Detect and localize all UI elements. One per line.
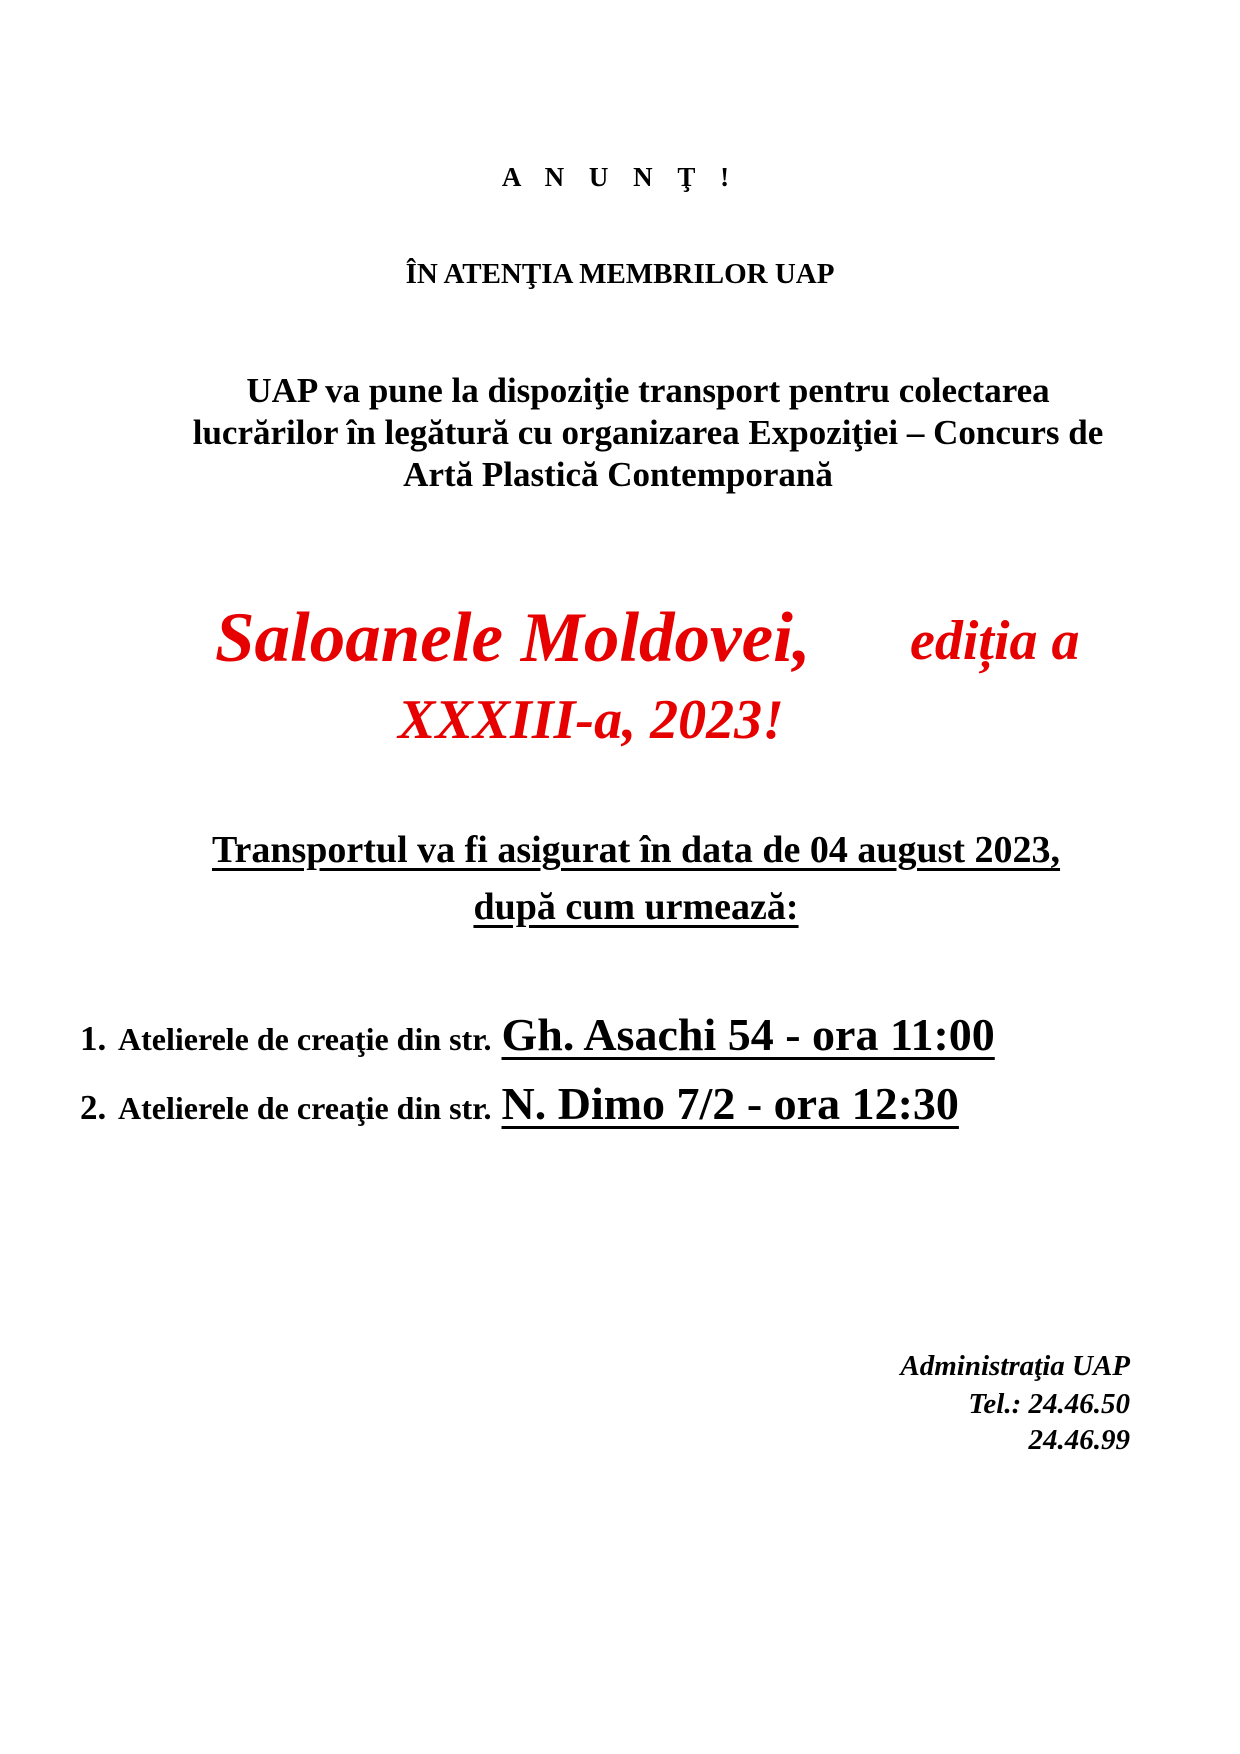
event-edition: ediția a bbox=[910, 610, 1080, 672]
signature-phone-2: 24.46.99 bbox=[1028, 1424, 1130, 1456]
schedule-item bbox=[80, 1077, 959, 1130]
schedule-item-number: 2. bbox=[80, 1088, 107, 1127]
attention-heading: ÎN ATENŢIA MEMBRILOR UAP bbox=[405, 258, 835, 290]
event-year: XXXIII-a, 2023! bbox=[398, 689, 784, 751]
transport-line-2: după cum urmează: bbox=[473, 886, 799, 928]
signature-phone-1: Tel.: 24.46.50 bbox=[968, 1388, 1130, 1420]
schedule-item bbox=[80, 1008, 995, 1061]
intro-line-3: Artă Plastică Contemporană bbox=[403, 455, 833, 494]
schedule-item-label: Atelierele de creaţie din str. bbox=[118, 1021, 492, 1057]
schedule-item-number: 1. bbox=[80, 1019, 107, 1058]
announcement-title: A N U N Ţ ! bbox=[501, 162, 739, 192]
intro-line-1: UAP va pune la dispoziţie transport pentru colectarea bbox=[246, 371, 1050, 410]
schedule-item-location: N. Dimo 7/2 - ora 12:30 bbox=[501, 1078, 959, 1129]
schedule-item-label: Atelierele de creaţie din str. bbox=[118, 1090, 492, 1126]
event-name: Saloanele Moldovei, bbox=[215, 599, 811, 677]
schedule-item-location: Gh. Asachi 54 - ora 11:00 bbox=[501, 1009, 995, 1060]
signature-org: Administraţia UAP bbox=[900, 1350, 1130, 1382]
intro-line-2: lucrărilor în legătură cu organizarea Expoziţiei – Concurs de bbox=[192, 413, 1104, 452]
transport-line-1: Transportul va fi asigurat în data de 04 august 2023, bbox=[211, 829, 1061, 871]
